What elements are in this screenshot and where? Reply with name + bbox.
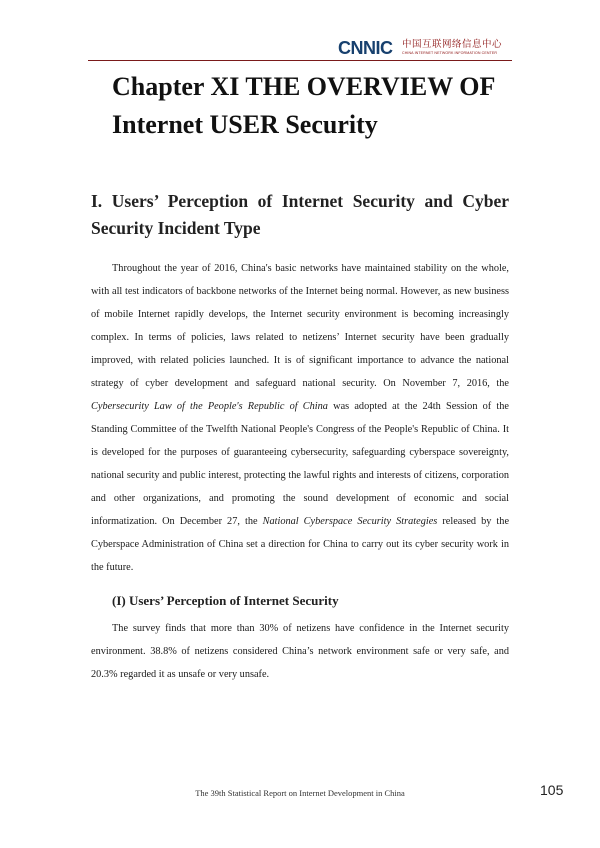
- footer-report-title: The 39th Statistical Report on Internet Development in China: [195, 788, 405, 798]
- header-rule: [88, 60, 512, 61]
- logo-english-name: CHINA INTERNET NETWORK INFORMATION CENTER: [402, 51, 498, 55]
- subsection-title: (I) Users’ Perception of Internet Security: [112, 593, 339, 608]
- paragraph-1-text-c: released by the Cyberspace Administration of China set a direction for China to carry out its cyber security work in the future.: [91, 516, 510, 573]
- section-title: I. Users’ Perception of Internet Security and Cyber Security Incident Type: [91, 191, 509, 238]
- cyberspace-strategy-title: National Cyberspace Security Strategies: [262, 516, 438, 527]
- body-paragraph-1: [91, 257, 509, 579]
- paragraph-1-text-a: Throughout the year of 2016, China's basic networks have maintained stability on the whole, with all test indicators of backbone networks of the Internet being normal. However, as new business of mobile Internet rapidly develops, the Internet security environment is becoming increasingly complex. In terms of policies, laws related to netizens’ Internet security have been gradually improved, with related policies launched. It is of significant importance to advance the national strategy of cyber development and safeguard national security. On November 7, 2016, the: [91, 263, 509, 389]
- chapter-title: [91, 68, 509, 144]
- page-header: [0, 0, 600, 66]
- chapter-title-line-1: Chapter XI THE OVERVIEW OF: [112, 72, 496, 101]
- cybersecurity-law-title: Cybersecurity Law of the People's Republic of China: [91, 401, 328, 412]
- logo-chinese-name: 中国互联网络信息中心: [402, 39, 503, 50]
- page-number: 105: [540, 782, 564, 798]
- paragraph-1-text-b: was adopted at the 24th Session of the Standing Committee of the Twelfth National People's Congress of the People's Republic of China. It is developed for the purposes of guaranteeing cybersecurity, safeguarding cyberspace sovereignty, national security and public interest, protecting the lawful rights and interests of citizens, corporation and other organizations, and promoting the sound development of economic and social informatization. On December 27, the: [91, 401, 509, 527]
- page-content: [91, 68, 509, 686]
- cnnic-logo: [338, 38, 518, 60]
- chapter-title-line-2: Internet USER Security: [112, 110, 378, 139]
- logo-wordmark: CNNIC: [338, 38, 393, 58]
- body-paragraph-2: The survey finds that more than 30% of netizens have confidence in the Internet security environment. 38.8% of netizens considered China’s network environment safe or very safe, and 20.3% regarded it as unsafe or very unsafe.: [91, 623, 509, 680]
